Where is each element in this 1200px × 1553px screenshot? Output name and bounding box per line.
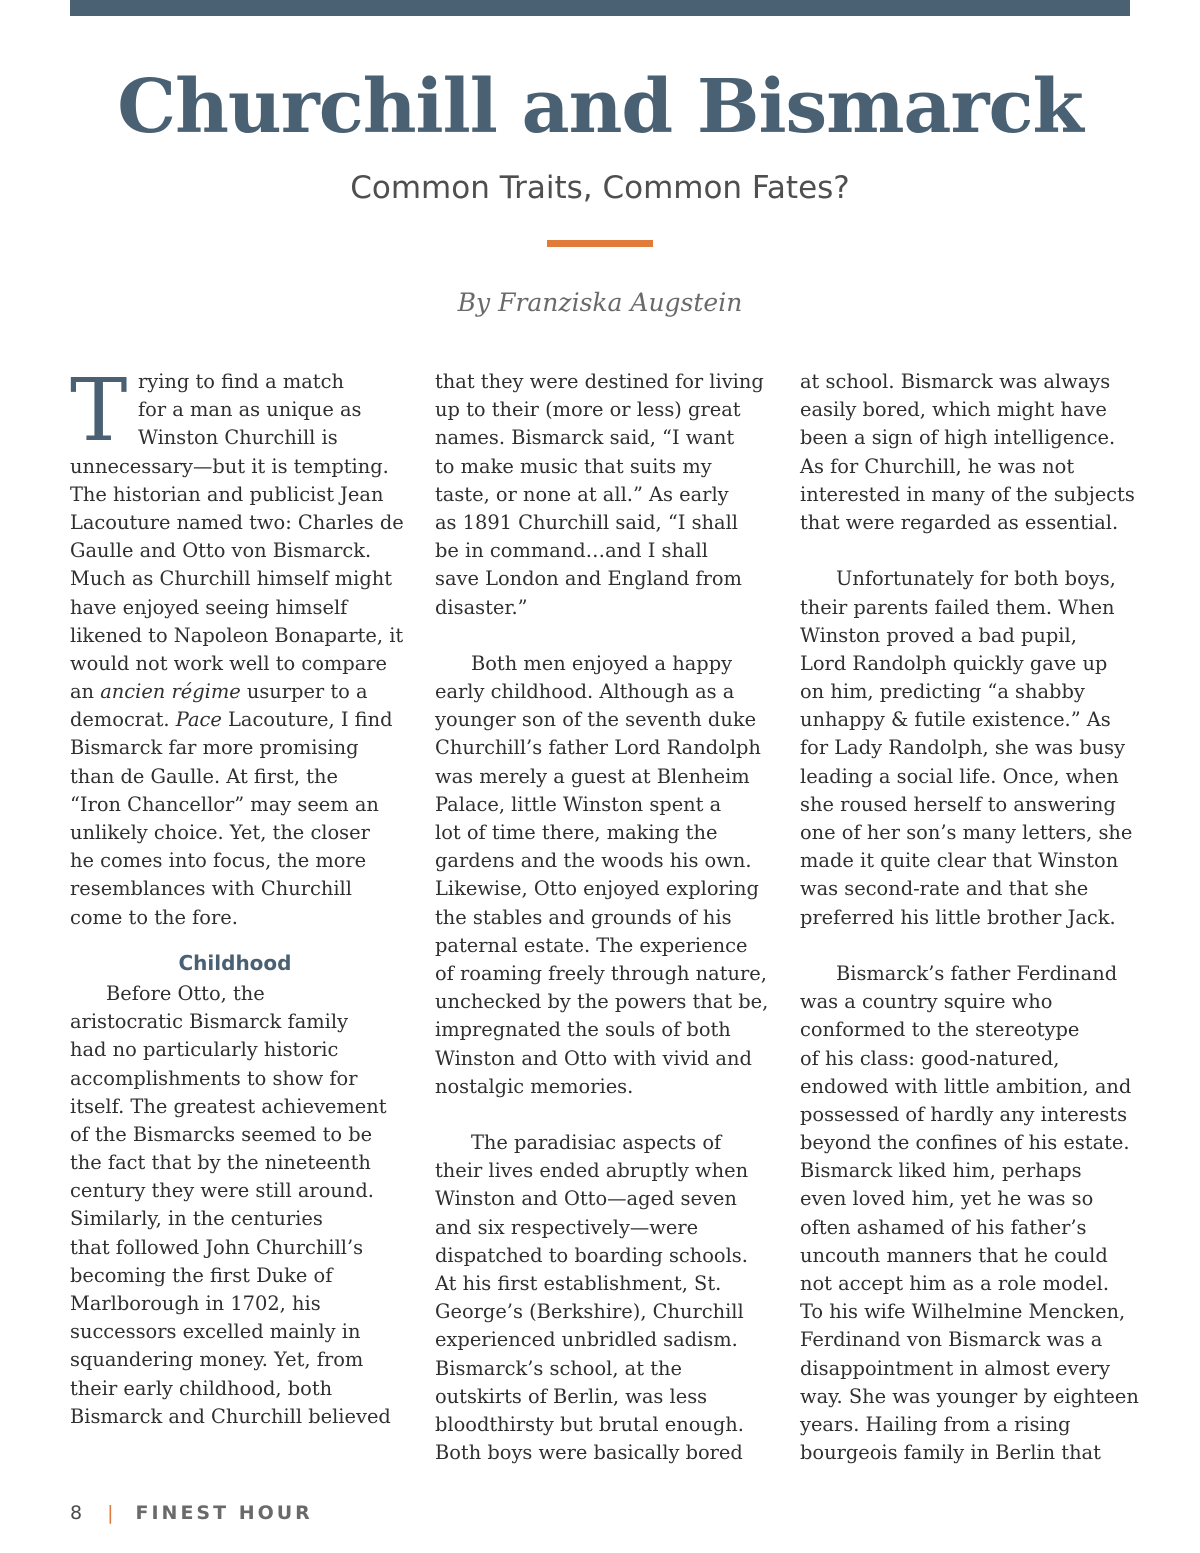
drop-cap-block bbox=[70, 361, 400, 461]
text-line: on him, predicting “a shabby bbox=[800, 680, 1085, 704]
text-line: conformed to the stereotype bbox=[800, 1018, 1080, 1042]
paragraph-gap bbox=[435, 622, 770, 650]
text-line: Unfortunately for both boys, bbox=[836, 567, 1116, 591]
text-line: have enjoyed seeing himself bbox=[70, 595, 348, 619]
text-line: disappointment in almost every bbox=[800, 1356, 1111, 1380]
text-line: often ashamed of his father’s bbox=[800, 1215, 1087, 1239]
text-line: likened to Napoleon Bonaparte, it bbox=[70, 623, 404, 647]
text-line: interested in many of the subjects bbox=[800, 482, 1135, 506]
text-line: made it quite clear that Winston bbox=[800, 849, 1119, 873]
text-line: Lord Randolph quickly gave up bbox=[800, 651, 1108, 675]
text-line: democrat. Pace Lacouture, I find bbox=[70, 708, 393, 732]
text-line: Winston and Otto—aged seven bbox=[435, 1187, 737, 1211]
text-line: Winston and Otto with vivid and bbox=[435, 1046, 752, 1070]
text-line: Marlborough in 1702, his bbox=[70, 1292, 321, 1315]
text-line: he comes into focus, the more bbox=[70, 849, 367, 873]
text-line: would not work well to compare bbox=[70, 651, 388, 675]
text-line: Both boys were basically bored bbox=[435, 1441, 743, 1465]
text-line: Bismarck’s father Ferdinand bbox=[836, 961, 1118, 985]
text-line: unnecessary—but it is tempting. bbox=[70, 454, 389, 478]
col2-para-2 bbox=[435, 650, 770, 1101]
text-line: Palace, little Winston spent a bbox=[435, 792, 722, 816]
text-line: unchecked by the powers that be, bbox=[435, 990, 769, 1014]
text-line: for Lady Randolph, she was busy bbox=[800, 736, 1126, 760]
text-line: bourgeois family in Berlin that bbox=[800, 1441, 1101, 1465]
text-line: at school. Bismarck was always bbox=[800, 370, 1111, 393]
col2-para-3 bbox=[435, 1129, 770, 1467]
text-line: of roaming freely through nature, bbox=[435, 961, 767, 985]
text-line: To his wife Wilhelmine Mencken, bbox=[800, 1300, 1126, 1324]
text-line: was second-rate and that she bbox=[800, 877, 1089, 901]
text-line: impregnated the souls of both bbox=[435, 1018, 731, 1042]
text-line: “Iron Chancellor” may seem an bbox=[70, 792, 379, 816]
text-line: the stables and grounds of his bbox=[435, 905, 732, 929]
col2-para-1 bbox=[435, 368, 770, 622]
text-line: not accept him as a role model. bbox=[800, 1272, 1109, 1295]
text-line: The paradisiac aspects of bbox=[471, 1131, 722, 1155]
text-line: gardens and the woods his own. bbox=[435, 849, 752, 873]
text-line: their parents failed them. When bbox=[800, 595, 1115, 619]
section-heading: Childhood bbox=[178, 950, 292, 975]
text-line: aristocratic Bismarck family bbox=[70, 1010, 349, 1034]
text-line: that they were destined for living bbox=[435, 370, 764, 393]
text-line: beyond the confines of his estate. bbox=[800, 1131, 1130, 1155]
page-footer bbox=[70, 1498, 313, 1528]
text-line: was merely a guest at Blenheim bbox=[435, 764, 750, 788]
text-line: an ancien régime usurper to a bbox=[70, 680, 368, 704]
text-line: names. Bismarck said, “I want bbox=[435, 426, 735, 450]
text-line: possessed of hardly any interests bbox=[800, 1102, 1128, 1126]
col1-lines-a bbox=[70, 453, 404, 679]
text-line: outskirts of Berlin, was less bbox=[435, 1384, 708, 1408]
text-line: as 1891 Churchill said, “I shall bbox=[435, 510, 738, 534]
text-line: had no particularly historic bbox=[70, 1038, 339, 1062]
text-line: accomplishments to show for bbox=[70, 1066, 358, 1090]
text-line: Gaulle and Otto von Bismarck. bbox=[70, 539, 372, 563]
text-line: Bismarck liked him, perhaps bbox=[800, 1159, 1082, 1183]
text-line: their lives ended abruptly when bbox=[435, 1159, 749, 1183]
text-line: taste, or none at all.” As early bbox=[435, 482, 729, 506]
text-line: rying to find a match bbox=[138, 370, 344, 393]
text-line: experienced unbridled sadism. bbox=[435, 1328, 738, 1352]
text-line: As for Churchill, he was not bbox=[800, 454, 1075, 478]
text-line: Ferdinand von Bismarck was a bbox=[800, 1328, 1103, 1352]
footer-separator: | bbox=[107, 1502, 114, 1524]
text-line: of the Bismarcks seemed to be bbox=[70, 1122, 373, 1146]
text-line: younger son of the seventh duke bbox=[435, 708, 757, 732]
text-line: for a man as unique as bbox=[138, 398, 362, 422]
text-line: At his first establishment, St. bbox=[435, 1272, 722, 1295]
text-line: easily bored, which might have bbox=[800, 398, 1107, 422]
col3-para-1 bbox=[800, 368, 1140, 537]
text-line: one of her son’s many letters, she bbox=[800, 821, 1133, 844]
top-rule bbox=[70, 0, 1130, 16]
text-line: Both men enjoyed a happy bbox=[471, 651, 733, 675]
text-line: bloodthirsty but brutal enough. bbox=[435, 1412, 744, 1436]
text-line: nostalgic memories. bbox=[435, 1074, 634, 1098]
text-line: she roused herself to answering bbox=[800, 792, 1116, 816]
text-line: preferred his little brother Jack. bbox=[800, 905, 1116, 929]
page-number: 8 bbox=[70, 1502, 86, 1524]
paragraph-gap bbox=[800, 537, 1140, 565]
text-line: unhappy & futile existence.” As bbox=[800, 708, 1111, 732]
text-line: save London and England from bbox=[435, 567, 742, 591]
text-line: becoming the first Duke of bbox=[70, 1263, 333, 1287]
text-line: that were regarded as essential. bbox=[800, 510, 1119, 534]
column-1 bbox=[70, 361, 404, 1431]
text-line: endowed with little ambition, and bbox=[800, 1074, 1132, 1098]
text-line: leading a social life. Once, when bbox=[800, 764, 1119, 788]
text-line: paternal estate. The experience bbox=[435, 933, 748, 957]
text-line: was a country squire who bbox=[800, 990, 1053, 1014]
text-line: of his class: good-natured, bbox=[800, 1046, 1060, 1070]
byline: By Franziska Augstein bbox=[457, 288, 743, 317]
article-subtitle: Common Traits, Common Fates? bbox=[350, 170, 850, 206]
text-line: the fact that by the nineteenth bbox=[70, 1151, 371, 1175]
text-line: be in command…and I shall bbox=[435, 539, 708, 563]
italic-phrase: Pace bbox=[175, 708, 222, 732]
text-line: Winston proved a bad pupil, bbox=[800, 623, 1077, 647]
text-line: early childhood. Although as a bbox=[435, 680, 735, 704]
article-title: Churchill and Bismarck bbox=[117, 64, 1083, 150]
text-line: that followed John Churchill’s bbox=[70, 1235, 364, 1259]
text-line: than de Gaulle. At first, the bbox=[70, 764, 338, 788]
text-line: century they were still around. bbox=[70, 1179, 374, 1203]
text-line: lot of time there, making the bbox=[435, 821, 718, 844]
paragraph-gap bbox=[435, 1101, 770, 1129]
text-line: Churchill’s father Lord Randolph bbox=[435, 736, 761, 760]
text-line: Bismarck’s school, at the bbox=[435, 1356, 682, 1380]
text-line: Likewise, Otto enjoyed exploring bbox=[435, 877, 759, 901]
text-line: uncouth manners that he could bbox=[800, 1243, 1108, 1267]
magazine-name: FINEST HOUR bbox=[135, 1502, 313, 1524]
col3-para-2 bbox=[800, 565, 1140, 931]
text-line: up to their (more or less) great bbox=[435, 398, 741, 422]
text-line: Similarly, in the centuries bbox=[70, 1207, 323, 1231]
text-line: Bismarck and Churchill believed bbox=[70, 1404, 391, 1428]
column-2 bbox=[435, 368, 770, 1467]
col3-para-3 bbox=[800, 960, 1140, 1467]
column-3 bbox=[800, 368, 1140, 1467]
text-line: successors excelled mainly in bbox=[70, 1320, 361, 1344]
text-line: Winston Churchill is bbox=[138, 426, 338, 450]
text-line: Bismarck far more promising bbox=[70, 736, 359, 760]
text-line: years. Hailing from a rising bbox=[800, 1412, 1071, 1436]
text-line: disaster.” bbox=[435, 595, 528, 619]
text-line: even loved him, yet he was so bbox=[800, 1187, 1094, 1211]
paragraph-gap bbox=[800, 932, 1140, 960]
italic-phrase: ancien régime bbox=[100, 680, 241, 704]
text-line: squandering money. Yet, from bbox=[70, 1348, 364, 1372]
text-line: Much as Churchill himself might bbox=[70, 567, 393, 591]
drop-cap: T bbox=[70, 361, 128, 461]
text-line: unlikely choice. Yet, the closer bbox=[70, 821, 370, 844]
text-line: and six respectively—were bbox=[435, 1215, 699, 1239]
text-line: itself. The greatest achievement bbox=[70, 1094, 387, 1118]
text-line: dispatched to boarding schools. bbox=[435, 1243, 748, 1267]
col1-lines-c bbox=[70, 980, 400, 1431]
text-line: The historian and publicist Jean bbox=[70, 482, 384, 506]
text-line: George’s (Berkshire), Churchill bbox=[435, 1300, 744, 1324]
accent-rule bbox=[547, 240, 653, 247]
text-line: Before Otto, the bbox=[106, 981, 265, 1005]
text-line: their early childhood, both bbox=[70, 1376, 333, 1400]
text-line: come to the fore. bbox=[70, 905, 238, 929]
text-line: to make music that suits my bbox=[435, 454, 712, 478]
text-line: been a sign of high intelligence. bbox=[800, 426, 1116, 450]
col1-lines-b bbox=[70, 734, 400, 931]
text-line: way. She was younger by eighteen bbox=[800, 1384, 1139, 1408]
text-line: resemblances with Churchill bbox=[70, 877, 352, 901]
text-line: Lacouture named two: Charles de bbox=[70, 510, 404, 534]
